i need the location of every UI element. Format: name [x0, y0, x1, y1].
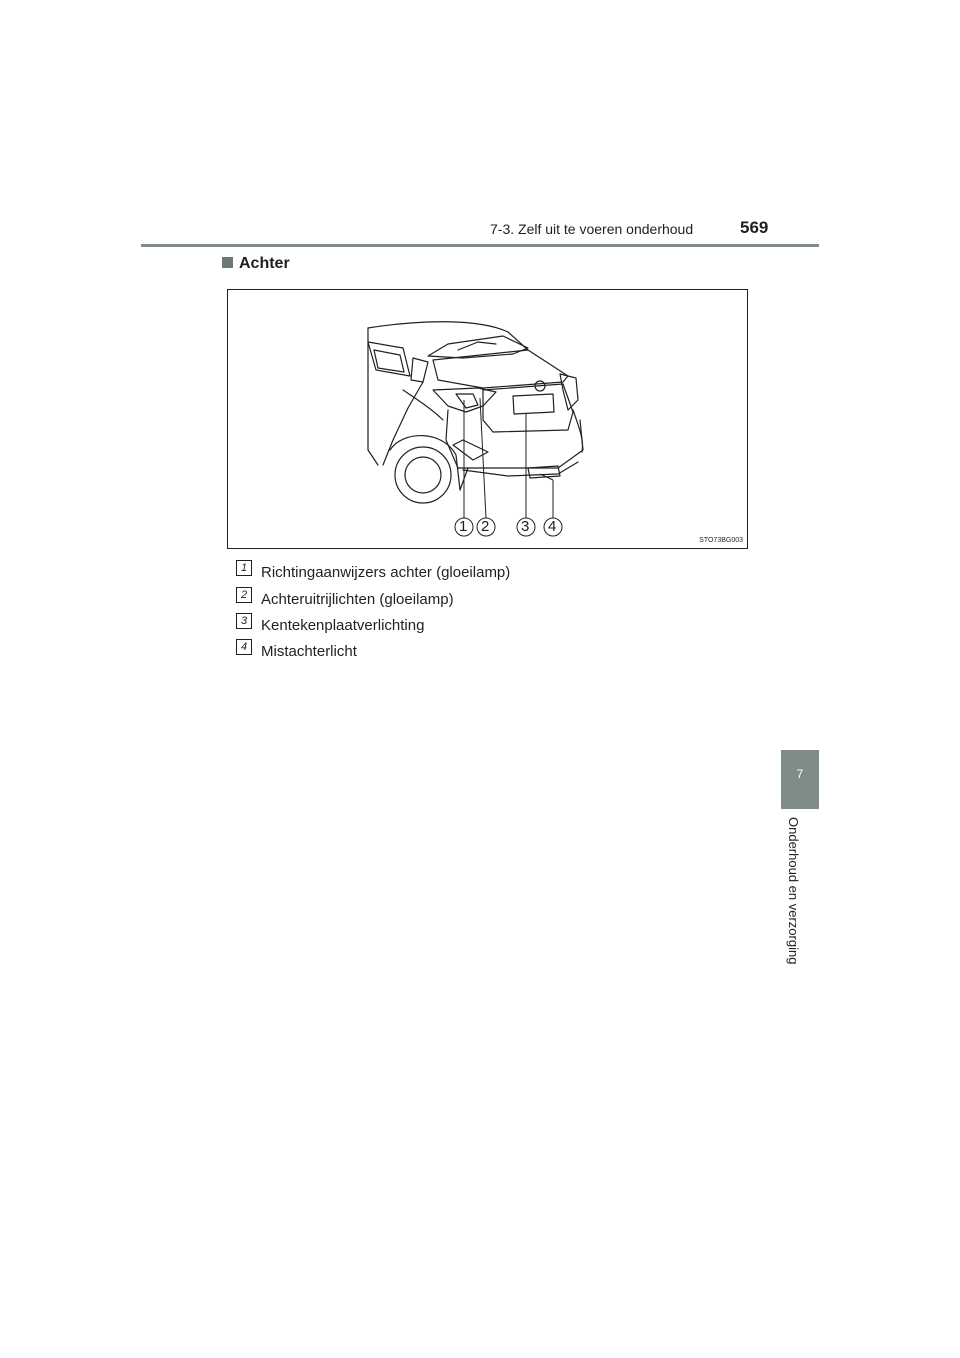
- legend-text: Achteruitrijlichten (gloeilamp): [261, 591, 454, 608]
- section-heading: [222, 255, 290, 273]
- legend-text: Kentekenplaatverlichting: [261, 617, 425, 634]
- legend-number: 3: [236, 613, 252, 629]
- legend-number: 1: [236, 560, 252, 576]
- legend-text: Mistachterlicht: [261, 643, 357, 660]
- callout-4: 4: [548, 518, 557, 535]
- chapter-number: 7: [796, 767, 804, 781]
- header-rule: [141, 244, 819, 247]
- legend-number: 4: [236, 639, 252, 655]
- car-rear-drawing: [228, 290, 747, 548]
- chapter-tab: [781, 750, 819, 809]
- heading-square-icon: [222, 257, 233, 268]
- section-heading-text: Achter: [239, 255, 290, 272]
- header-section-title: 7-3. Zelf uit te voeren onderhoud: [490, 221, 694, 237]
- legend-number: 2: [236, 587, 252, 603]
- figure-code: STO73BG003: [699, 537, 743, 544]
- legend-text: Richtingaanwijzers achter (gloeilamp): [261, 564, 511, 581]
- callout-1: 1: [459, 518, 468, 535]
- callout-3: 3: [521, 518, 530, 535]
- chapter-title: Onderhoud en verzorging: [786, 817, 801, 965]
- page-number: 569: [740, 218, 769, 237]
- car-rear-illustration: [227, 289, 748, 549]
- callout-2: 2: [481, 518, 490, 535]
